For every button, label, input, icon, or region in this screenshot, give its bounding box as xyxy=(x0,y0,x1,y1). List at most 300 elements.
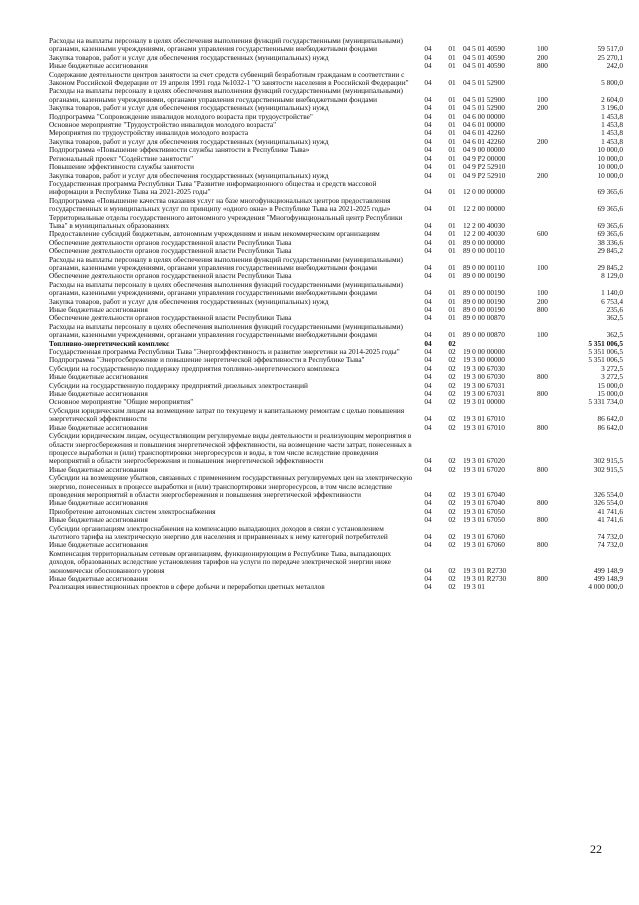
row-expense-type: 200 xyxy=(537,136,548,146)
row-target-article: 19 3 00 67030 xyxy=(463,363,505,373)
row-name: Иные бюджетные ассигнования xyxy=(49,540,148,550)
row-amount: 6 753,4 xyxy=(601,296,623,306)
row-section-code: 04 xyxy=(424,464,432,474)
row-subsection-code: 01 xyxy=(448,170,456,180)
row-amount: 69 365,6 xyxy=(597,187,623,197)
row-expense-type: 200 xyxy=(537,296,548,306)
row-target-article: 89 0 00 00190 xyxy=(463,305,505,314)
row-target-article: 89 0 00 00110 xyxy=(463,262,505,272)
row-subsection-code: 02 xyxy=(448,515,456,525)
row-section-code: 04 xyxy=(424,540,432,550)
row-amount: 302 915,5 xyxy=(593,456,623,466)
row-target-article: 04 9 P2 52910 xyxy=(463,162,506,172)
row-amount: 362,5 xyxy=(606,330,623,340)
row-subsection-code: 01 xyxy=(448,52,456,62)
row-target-article: 04 5 01 40590 xyxy=(463,61,505,71)
row-subsection-code: 01 xyxy=(448,288,456,298)
row-section-code: 04 xyxy=(424,347,432,357)
row-section-code: 04 xyxy=(424,111,432,121)
row-target-article: 04 5 01 52900 xyxy=(463,94,505,104)
row-amount: 41 741,6 xyxy=(597,506,623,516)
row-amount: 10 000,0 xyxy=(597,145,623,155)
row-amount: 235,6 xyxy=(606,305,623,314)
row-amount: 5 351 006,5 xyxy=(588,347,623,357)
row-expense-type: 800 xyxy=(537,540,548,550)
table-row xyxy=(49,281,623,298)
row-target-article: 04 6 01 42260 xyxy=(463,128,505,138)
row-expense-type xyxy=(537,432,567,466)
row-name: Основное мероприятие "Общие мероприятия" xyxy=(49,397,194,407)
row-name: Закупка товаров, работ и услуг для обеспечения государственных (муниципальных) нужд xyxy=(49,103,329,113)
row-amount: 1 453,8 xyxy=(601,120,623,130)
row-name: Субсидии на государственную поддержку предприятий дизельных электростанций xyxy=(49,380,308,390)
row-amount: 29 845,2 xyxy=(597,262,623,272)
row-section-code: 04 xyxy=(424,204,432,214)
row-subsection-code: 02 xyxy=(448,422,456,432)
row-name: Иные бюджетные ассигнования xyxy=(49,574,148,583)
row-expense-type xyxy=(537,525,567,542)
row-subsection-code: 01 xyxy=(448,229,456,239)
row-target-article: 04 6 01 00000 xyxy=(463,120,505,130)
row-section-code: 04 xyxy=(424,61,432,71)
row-target-article: 12 0 00 00000 xyxy=(463,187,505,197)
row-section-code: 04 xyxy=(424,582,432,592)
table-row xyxy=(49,407,623,424)
row-name: Обеспечение деятельности органов государственной власти Республики Тыва xyxy=(49,271,292,281)
row-name: Мероприятия по трудоустройству инвалидов молодого возраста xyxy=(49,128,249,138)
row-name: Содержание деятельности центров занятости за счет средств субвенций безработным гражданам в соответствии с Законом Российской Федерации от 19 апреля 1991 года №1032-1 "О занятости населения в Российской Федерации" xyxy=(49,69,409,88)
row-name: Приобретение автономных систем электроснабжения xyxy=(49,506,216,516)
row-expense-type: 800 xyxy=(537,464,548,474)
row-amount: 69 365,6 xyxy=(597,220,623,230)
row-target-article: 19 3 01 R2730 xyxy=(463,565,507,575)
row-target-article: 19 3 00 67031 xyxy=(463,380,505,390)
row-subsection-code: 01 xyxy=(448,262,456,272)
row-subsection-code: 02 xyxy=(448,531,456,541)
row-amount: 326 554,0 xyxy=(593,489,623,499)
row-name: Территориальные отделы государственного автономного учреждения "Многофункциональный центр Республики Тыва" в муниципальных образованиях xyxy=(49,212,403,230)
row-section-code: 04 xyxy=(424,136,432,146)
row-expense-type xyxy=(537,239,567,247)
row-target-article: 19 3 00 67031 xyxy=(463,389,505,399)
row-subsection-code: 01 xyxy=(448,296,456,306)
row-section-code: 04 xyxy=(424,296,432,306)
row-subsection-code: 02 xyxy=(448,540,456,550)
row-amount: 15 000,0 xyxy=(597,380,623,390)
row-amount: 74 732,0 xyxy=(597,531,623,541)
row-subsection-code: 02 xyxy=(448,498,456,508)
row-amount: 499 148,9 xyxy=(593,574,623,583)
row-subsection-code: 02 xyxy=(448,363,456,373)
row-expense-type: 200 xyxy=(537,170,548,180)
row-section-code: 04 xyxy=(424,515,432,525)
row-section-code: 04 xyxy=(424,120,432,130)
row-target-article: 19 3 01 00000 xyxy=(463,397,505,407)
row-amount: 8 129,0 xyxy=(601,271,623,281)
row-target-article: 19 3 00 00000 xyxy=(463,355,505,365)
row-expense-type: 800 xyxy=(537,498,548,508)
row-amount: 1 140,0 xyxy=(601,288,623,298)
row-subsection-code: 01 xyxy=(448,271,456,281)
row-section-code: 04 xyxy=(424,262,432,272)
row-name: Реализация инвестиционных проектов в сфере добычи и переработки цветных металлов xyxy=(49,582,325,592)
row-subsection-code: 02 xyxy=(448,338,456,348)
row-target-article: 89 0 00 00190 xyxy=(463,271,505,281)
row-subsection-code: 01 xyxy=(448,44,456,54)
row-name: Государственная программа Республики Тыва "Энергоэффективность и развитие энергетики на 2014-2025 годы" xyxy=(49,347,400,357)
row-name: Закупка товаров, работ и услуг для обеспечения государственных (муниципальных) нужд xyxy=(49,136,329,146)
row-target-article: 89 0 00 00110 xyxy=(463,246,505,256)
row-target-article: 19 3 01 R2730 xyxy=(463,574,507,583)
row-amount: 38 336,6 xyxy=(597,237,623,247)
row-target-article: 19 3 01 67040 xyxy=(463,489,505,499)
row-expense-type xyxy=(537,583,567,591)
row-name: Иные бюджетные ассигнования xyxy=(49,422,148,432)
table-row xyxy=(49,197,623,214)
row-target-article: 19 3 01 67050 xyxy=(463,506,505,516)
row-subsection-code: 01 xyxy=(448,162,456,172)
row-amount: 86 642,0 xyxy=(597,414,623,424)
row-amount: 1 453,8 xyxy=(601,136,623,146)
row-amount: 3 196,0 xyxy=(601,103,623,113)
row-amount: 5 331 734,0 xyxy=(588,397,623,407)
row-name: Иные бюджетные ассигнования xyxy=(49,389,148,399)
row-amount: 41 741,6 xyxy=(597,515,623,525)
row-expense-type: 800 xyxy=(537,574,548,583)
row-amount: 74 732,0 xyxy=(597,540,623,550)
row-amount: 69 365,6 xyxy=(597,204,623,214)
row-section-code: 04 xyxy=(424,153,432,163)
row-expense-type xyxy=(537,356,567,364)
row-name: Подпрограмма «Повышение качества оказания услуг на базе многофункциональных центров предоставления государственных и муниципальных услуг по принципу «одного окна» в Республике Тыва на 2021-2025 годы» xyxy=(49,195,391,214)
row-section-code: 04 xyxy=(424,103,432,113)
table-row xyxy=(49,583,623,591)
row-target-article: 04 5 01 40590 xyxy=(463,44,505,54)
row-target-article: 04 5 01 40590 xyxy=(463,52,505,62)
row-name: Обеспечение деятельности органов государственной власти Республики Тыва xyxy=(49,246,292,256)
row-target-article: 04 9 00 00000 xyxy=(463,145,505,155)
budget-table-body xyxy=(49,37,623,592)
row-expense-type xyxy=(537,121,567,129)
row-amount: 5 351 006,5 xyxy=(588,355,623,365)
row-section-code: 04 xyxy=(424,498,432,508)
row-subsection-code: 02 xyxy=(448,489,456,499)
row-amount: 59 517,0 xyxy=(597,44,623,54)
row-name: Расходы на выплаты персоналу в целях обеспечения выполнения функций государственными (муниципальными) органами, казенными учреждениями, органами управления государственными внебюджетными фондами xyxy=(49,36,403,54)
row-expense-type: 100 xyxy=(537,288,548,298)
row-section-code: 04 xyxy=(424,565,432,575)
row-subsection-code: 02 xyxy=(448,456,456,466)
row-expense-type xyxy=(537,550,567,575)
row-expense-type: 200 xyxy=(537,103,548,113)
row-subsection-code: 01 xyxy=(448,145,456,155)
row-section-code: 04 xyxy=(424,237,432,247)
row-subsection-code: 01 xyxy=(448,153,456,163)
row-subsection-code: 02 xyxy=(448,574,456,583)
row-section-code: 04 xyxy=(424,52,432,62)
row-target-article: 04 9 P2 52910 xyxy=(463,170,506,180)
row-subsection-code: 02 xyxy=(448,380,456,390)
row-subsection-code: 02 xyxy=(448,355,456,365)
row-amount: 1 453,8 xyxy=(601,128,623,138)
row-section-code: 04 xyxy=(424,506,432,516)
row-expense-type xyxy=(537,340,567,348)
row-subsection-code: 01 xyxy=(448,313,456,323)
row-section-code: 04 xyxy=(424,422,432,432)
row-amount: 5 351 006,5 xyxy=(588,338,623,348)
row-amount: 1 453,8 xyxy=(601,111,623,121)
row-target-article: 19 3 01 67060 xyxy=(463,531,505,541)
row-subsection-code: 01 xyxy=(448,61,456,71)
row-subsection-code: 01 xyxy=(448,111,456,121)
row-expense-type xyxy=(537,407,567,424)
row-target-article: 89 0 00 00870 xyxy=(463,313,505,323)
table-row xyxy=(49,37,623,54)
row-expense-type xyxy=(537,314,567,322)
row-name: Закупка товаров, работ и услуг для обеспечения государственных (муниципальных) нужд xyxy=(49,296,329,306)
row-name: Иные бюджетные ассигнования xyxy=(49,498,148,508)
table-row xyxy=(49,87,623,104)
row-expense-type xyxy=(537,180,567,197)
row-section-code: 04 xyxy=(424,187,432,197)
row-subsection-code: 01 xyxy=(448,120,456,130)
row-target-article: 19 3 01 67010 xyxy=(463,422,505,432)
row-target-article: 04 6 01 42260 xyxy=(463,136,505,146)
row-expense-type xyxy=(537,247,567,255)
row-amount: 499 148,9 xyxy=(593,565,623,575)
row-name: Расходы на выплаты персоналу в целях обеспечения выполнения функций государственными (муниципальными) органами, казенными учреждениями, органами управления государственными внебюджетными фондами xyxy=(49,279,403,298)
row-amount: 86 642,0 xyxy=(597,422,623,432)
row-section-code: 04 xyxy=(424,372,432,382)
table-row xyxy=(49,432,623,466)
row-target-article: 04 6 00 00000 xyxy=(463,111,505,121)
row-amount: 15 000,0 xyxy=(597,389,623,399)
row-section-code: 04 xyxy=(424,456,432,466)
row-name: Субсидии на государственную поддержку предприятия топливно-энергетического комплекса xyxy=(49,363,340,373)
row-expense-type xyxy=(537,71,567,88)
row-section-code: 04 xyxy=(424,78,432,88)
row-name: Закупка товаров, работ и услуг для обеспечения государственных (муниципальных) нужд xyxy=(49,52,329,62)
row-amount: 69 365,6 xyxy=(597,229,623,239)
table-row xyxy=(49,214,623,231)
page-number: 22 xyxy=(590,842,602,856)
row-name: Иные бюджетные ассигнования xyxy=(49,61,148,71)
row-amount: 326 554,0 xyxy=(593,498,623,508)
row-subsection-code: 01 xyxy=(448,330,456,340)
row-target-article: 12 2 00 00000 xyxy=(463,204,505,214)
row-name: Расходы на выплаты персоналу в целях обеспечения выполнения функций государственными (муниципальными) органами, казенными учреждениями, органами управления государственными внебюджетными фондами xyxy=(49,86,403,104)
row-subsection-code: 02 xyxy=(448,347,456,357)
row-expense-type: 200 xyxy=(537,52,548,62)
row-target-article: 19 3 01 67060 xyxy=(463,540,505,550)
row-target-article: 89 0 00 00000 xyxy=(463,237,505,247)
row-expense-type xyxy=(537,398,567,406)
row-amount: 2 604,0 xyxy=(601,94,623,104)
row-section-code: 04 xyxy=(424,94,432,104)
row-section-code: 04 xyxy=(424,330,432,340)
row-section-code: 04 xyxy=(424,170,432,180)
row-section-code: 04 xyxy=(424,355,432,365)
row-name: Предоставление субсидий бюджетным, автономным учреждениям и иным некоммерческим организациям xyxy=(49,229,380,239)
row-name: Топливно-энергетический комплекс xyxy=(49,338,170,348)
row-amount: 3 272,5 xyxy=(601,363,623,373)
row-subsection-code: 02 xyxy=(448,414,456,424)
row-section-code: 04 xyxy=(424,305,432,314)
row-target-article: 19 3 01 xyxy=(463,582,485,592)
row-target-article: 19 0 00 00000 xyxy=(463,347,505,357)
row-subsection-code: 02 xyxy=(448,582,456,592)
row-expense-type: 800 xyxy=(537,515,548,525)
row-subsection-code: 02 xyxy=(448,372,456,382)
row-name: Повышение эффективности службы занятости xyxy=(49,162,195,172)
row-name: Иные бюджетные ассигнования xyxy=(49,372,148,382)
row-expense-type xyxy=(537,146,567,154)
row-subsection-code: 02 xyxy=(448,389,456,399)
row-amount: 3 272,5 xyxy=(601,372,623,382)
row-subsection-code: 02 xyxy=(448,464,456,474)
row-expense-type xyxy=(537,272,567,280)
row-expense-type xyxy=(537,348,567,356)
row-subsection-code: 01 xyxy=(448,187,456,197)
row-section-code: 04 xyxy=(424,145,432,155)
row-subsection-code: 01 xyxy=(448,78,456,88)
row-subsection-code: 02 xyxy=(448,506,456,516)
row-section-code: 04 xyxy=(424,44,432,54)
row-section-code: 04 xyxy=(424,397,432,407)
row-section-code: 04 xyxy=(424,363,432,373)
row-section-code: 04 xyxy=(424,271,432,281)
row-amount: 362,5 xyxy=(606,313,623,323)
row-name: Государственная программа Республики Тыва "Развитие информационного общества и средств массовой информации в Республике Тыва на 2021-2025 годы" xyxy=(49,178,377,197)
row-expense-type: 800 xyxy=(537,389,548,399)
row-amount: 10 000,0 xyxy=(597,162,623,172)
row-subsection-code: 01 xyxy=(448,204,456,214)
row-subsection-code: 01 xyxy=(448,103,456,113)
row-expense-type xyxy=(537,474,567,499)
budget-table xyxy=(49,37,623,592)
row-expense-type: 800 xyxy=(537,61,548,71)
row-subsection-code: 01 xyxy=(448,136,456,146)
row-expense-type: 600 xyxy=(537,229,548,239)
row-name: Субсидии организациям электроснабжения на компенсацию выпадающих доходов в связи с установлением льготного тарифа на электрическую энергию для населения и приравненных к нему категорий потребителей xyxy=(49,523,388,541)
row-target-article: 04 5 01 52900 xyxy=(463,103,505,113)
row-section-code: 04 xyxy=(424,220,432,230)
row-amount: 4 000 000,0 xyxy=(588,582,623,592)
row-target-article: 19 3 01 67040 xyxy=(463,498,505,508)
table-row xyxy=(49,525,623,542)
row-target-article: 12 2 00 40030 xyxy=(463,220,505,230)
row-target-article: 12 2 00 40030 xyxy=(463,229,505,239)
row-name: Субсидии юридическим лицам, осуществляющим регулируемые виды деятельности и реализующим мероприятия в области энергосбережения и повышения энергетической эффективности, на возмещение части затрат, понесенных в процессе выработки и (или) транспортировки энергоресурсов и воды, в том числе вследствие проведения мероприятий в области энергосбережения и повышения энергетической эффективности xyxy=(49,431,412,466)
row-section-code: 04 xyxy=(424,128,432,138)
row-section-code: 04 xyxy=(424,162,432,172)
row-name: Иные бюджетные ассигнования xyxy=(49,305,148,314)
row-name: Подпрограмма "Сопровождение инвалидов молодого возраста при трудоустройстве" xyxy=(49,111,313,121)
table-row xyxy=(49,474,623,499)
row-expense-type xyxy=(537,113,567,121)
row-name: Компенсация территориальным сетевым организациям, функционирующим в Республике Тыва, выпадающих доходов, образованных вследствие установления тарифов на услуги по передаче электрической энергии ниже экономически обоснованного уровня xyxy=(49,548,392,575)
row-name: Обеспечение деятельности органов государственной власти Республики Тыва xyxy=(49,237,292,247)
row-subsection-code: 01 xyxy=(448,246,456,256)
row-expense-type: 100 xyxy=(537,44,548,54)
row-section-code: 04 xyxy=(424,414,432,424)
row-subsection-code: 01 xyxy=(448,128,456,138)
row-section-code: 04 xyxy=(424,338,432,348)
row-expense-type: 800 xyxy=(537,305,548,314)
row-expense-type: 100 xyxy=(537,94,548,104)
row-subsection-code: 01 xyxy=(448,220,456,230)
row-target-article: 19 3 01 67010 xyxy=(463,414,505,424)
row-name: Закупка товаров, работ и услуг для обеспечения государственных (муниципальных) нужд xyxy=(49,170,329,180)
row-name: Иные бюджетные ассигнования xyxy=(49,515,148,525)
row-section-code: 04 xyxy=(424,489,432,499)
table-row xyxy=(49,71,623,88)
row-section-code: 04 xyxy=(424,574,432,583)
row-subsection-code: 02 xyxy=(448,397,456,407)
row-subsection-code: 01 xyxy=(448,94,456,104)
row-name: Обеспечение деятельности органов государственной власти Республики Тыва xyxy=(49,313,292,323)
row-target-article: 89 0 00 00190 xyxy=(463,296,505,306)
row-expense-type: 100 xyxy=(537,262,548,272)
row-target-article: 19 3 00 67030 xyxy=(463,372,505,382)
row-target-article: 19 3 01 67020 xyxy=(463,456,505,466)
row-amount: 10 000,0 xyxy=(597,170,623,180)
row-section-code: 04 xyxy=(424,229,432,239)
table-row xyxy=(49,323,623,340)
table-row xyxy=(49,550,623,575)
row-name: Подпрограмма «Повышение эффективности службы занятости в Республике Тыва» xyxy=(49,145,310,155)
row-expense-type xyxy=(537,155,567,163)
row-target-article: 19 3 01 67020 xyxy=(463,464,505,474)
row-target-article: 04 9 P2 00000 xyxy=(463,153,506,163)
row-amount: 29 845,2 xyxy=(597,246,623,256)
row-subsection-code: 01 xyxy=(448,305,456,314)
row-amount: 5 800,0 xyxy=(601,78,623,88)
row-amount: 302 915,5 xyxy=(593,464,623,474)
row-target-article: 89 0 00 00190 xyxy=(463,288,505,298)
row-subsection-code: 02 xyxy=(448,565,456,575)
row-amount: 25 270,1 xyxy=(597,52,623,62)
row-expense-type: 100 xyxy=(537,330,548,340)
row-section-code: 04 xyxy=(424,313,432,323)
row-section-code: 04 xyxy=(424,389,432,399)
row-section-code: 04 xyxy=(424,380,432,390)
row-target-article: 89 0 00 00870 xyxy=(463,330,505,340)
row-section-code: 04 xyxy=(424,288,432,298)
row-name: Субсидии на возмещение убытков, связанных с применением государственных регулируемых цен на электрическую энергию, понесенных в процессе выработки и (или) транспортировки энергоресурсов, в том числе вследствие проведения мероприятий в области энергосбережения и повышения энергетической эффективности xyxy=(49,473,413,499)
row-target-article: 19 3 01 67050 xyxy=(463,515,505,525)
row-section-code: 04 xyxy=(424,531,432,541)
row-expense-type xyxy=(537,197,567,214)
row-section-code: 04 xyxy=(424,246,432,256)
row-name: Расходы на выплаты персоналу в целях обеспечения выполнения функций государственными (муниципальными) органами, казенными учреждениями, органами управления государственными внебюджетными фондами xyxy=(49,321,403,340)
row-name: Основное мероприятие "Трудоустройство инвалидов молодого возраста" xyxy=(49,120,277,130)
row-amount: 242,0 xyxy=(606,61,623,71)
row-name: Подпрограмма "Энергосбережение и повышение энергетической эффективности в Республике Тыва" xyxy=(49,355,365,365)
row-expense-type: 800 xyxy=(537,372,548,382)
row-name: Расходы на выплаты персоналу в целях обеспечения выполнения функций государственными (муниципальными) органами, казенными учреждениями, органами управления государственными внебюджетными фондами xyxy=(49,254,403,272)
table-row xyxy=(49,256,623,273)
table-row xyxy=(49,180,623,197)
row-name: Иные бюджетные ассигнования xyxy=(49,464,148,474)
row-name: Субсидии юридическим лицам на возмещение затрат по текущему и капитальному ремонтам с целью повышения энергетической эффективности xyxy=(49,405,405,424)
row-amount: 10 000,0 xyxy=(597,153,623,163)
row-expense-type: 800 xyxy=(537,422,548,432)
row-target-article: 04 5 01 52900 xyxy=(463,78,505,88)
row-expense-type xyxy=(537,214,567,231)
row-name: Региональный проект "Содействие занятости" xyxy=(49,153,194,163)
row-subsection-code: 01 xyxy=(448,237,456,247)
